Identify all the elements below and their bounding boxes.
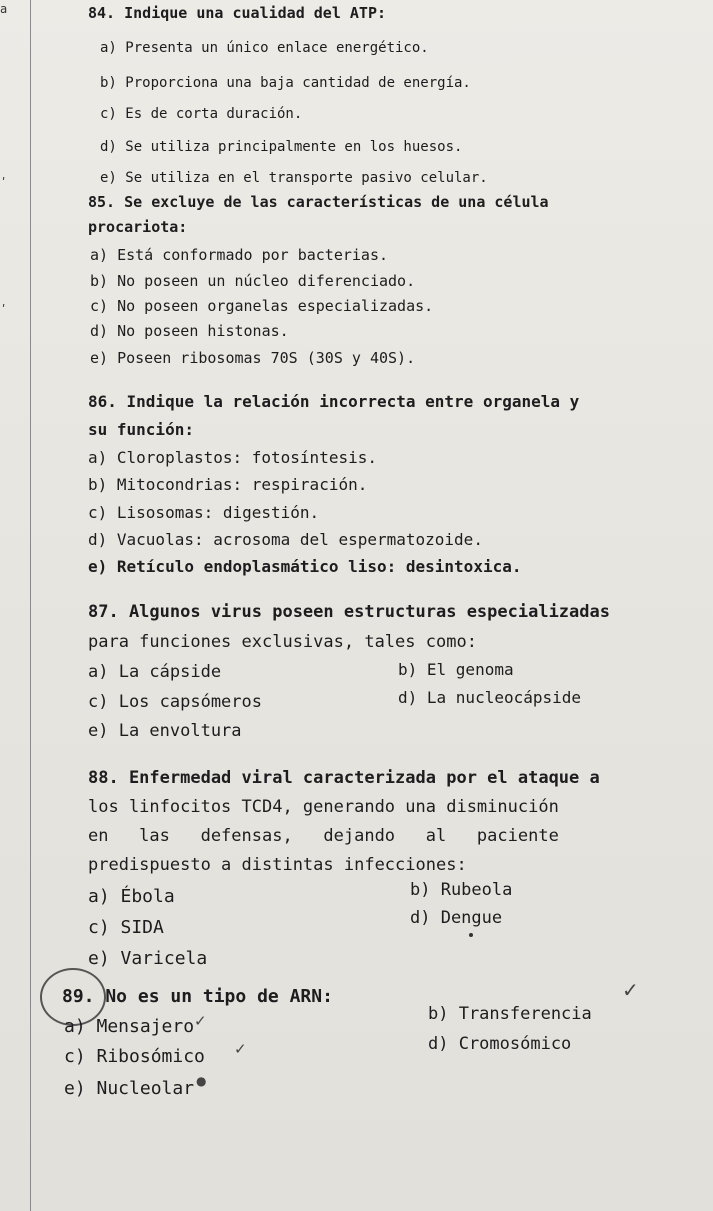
- question-88-stem-line-3: en las defensas, dejando al paciente: [88, 826, 559, 846]
- question-87-option-c: c) Los capsómeros: [88, 692, 262, 712]
- question-84-option-c: c) Es de corta duración.: [100, 106, 303, 122]
- margin-tick: ʹ: [0, 303, 8, 317]
- question-87-stem-line-2: para funciones exclusivas, tales como:: [88, 632, 477, 652]
- check-mark-icon: ✓: [234, 1040, 247, 1058]
- question-88-option-d: d) Dengue: [410, 908, 503, 928]
- question-84-stem: 84. Indique una cualidad del ATP:: [88, 4, 387, 22]
- question-85-stem-line-1: 85. Se excluye de las características de una célula: [88, 193, 549, 211]
- question-84-option-b: b) Proporciona una baja cantidad de energía.: [100, 75, 471, 91]
- question-88-option-e: e) Varicela: [88, 948, 208, 969]
- question-87-option-b: b) El genoma: [398, 660, 514, 679]
- question-88-stem-line-2: los linfocitos TCD4, generando una disminución: [88, 797, 559, 817]
- question-89-option-e: e) Nucleolar: [64, 1078, 195, 1099]
- question-87-option-d: d) La nucleocápside: [398, 688, 582, 707]
- question-88-option-b: b) Rubeola: [410, 880, 513, 900]
- question-85-option-a: a) Está conformado por bacterias.: [90, 246, 389, 264]
- question-85-option-c: c) No poseen organelas especializadas.: [90, 297, 434, 315]
- check-mark-icon: ✓: [194, 1012, 207, 1030]
- question-89-option-d: d) Cromosómico: [428, 1034, 572, 1054]
- pen-dot-icon: ●: [196, 1074, 207, 1088]
- ink-dot: [469, 933, 473, 937]
- question-85-option-b: b) No poseen un núcleo diferenciado.: [90, 272, 416, 290]
- check-mark-icon: ✓: [622, 978, 639, 1002]
- question-85-option-d: d) No poseen histonas.: [90, 322, 289, 340]
- question-86-stem-line-2: su función:: [88, 420, 194, 439]
- question-87-option-a: a) La cápside: [88, 662, 222, 682]
- question-85-option-e: e) Poseen ribosomas 70S (30S y 40S).: [90, 349, 416, 367]
- margin-mark: a: [0, 2, 8, 16]
- question-86-option-a: a) Cloroplastos: fotosíntesis.: [88, 448, 377, 467]
- question-86-option-b: b) Mitocondrias: respiración.: [88, 475, 368, 494]
- question-89-option-a: a) Mensajero: [64, 1016, 195, 1037]
- margin-line: [30, 0, 31, 1211]
- question-89-stem: 89. No es un tipo de ARN:: [62, 986, 333, 1007]
- question-86-option-c: c) Lisosomas: digestión.: [88, 503, 320, 522]
- question-88-option-c: c) SIDA: [88, 917, 164, 938]
- question-88-stem-line-4: predispuesto a distintas infecciones:: [88, 855, 467, 875]
- margin-tick: ʹ: [0, 176, 8, 190]
- question-86-option-e: e) Retículo endoplasmático liso: desintoxica.: [88, 557, 522, 576]
- question-84-option-d: d) Se utiliza principalmente en los huesos.: [100, 139, 463, 155]
- question-88-stem-line-1: 88. Enfermedad viral caracterizada por el ataque a: [88, 768, 600, 788]
- question-88-option-a: a) Ébola: [88, 886, 175, 907]
- question-86-stem-line-1: 86. Indique la relación incorrecta entre organela y: [88, 392, 580, 411]
- question-84-option-a: a) Presenta un único enlace energético.: [100, 40, 429, 56]
- question-85-stem-line-2: procariota:: [88, 218, 188, 236]
- question-87-option-e: e) La envoltura: [88, 721, 242, 741]
- question-84-option-e: e) Se utiliza en el transporte pasivo celular.: [100, 170, 488, 186]
- question-86-option-d: d) Vacuolas: acrosoma del espermatozoide.: [88, 530, 483, 549]
- question-89-option-b: b) Transferencia: [428, 1004, 592, 1024]
- question-89-option-c: c) Ribosómico: [64, 1046, 205, 1067]
- question-87-stem-line-1: 87. Algunos virus poseen estructuras especializadas: [88, 602, 610, 622]
